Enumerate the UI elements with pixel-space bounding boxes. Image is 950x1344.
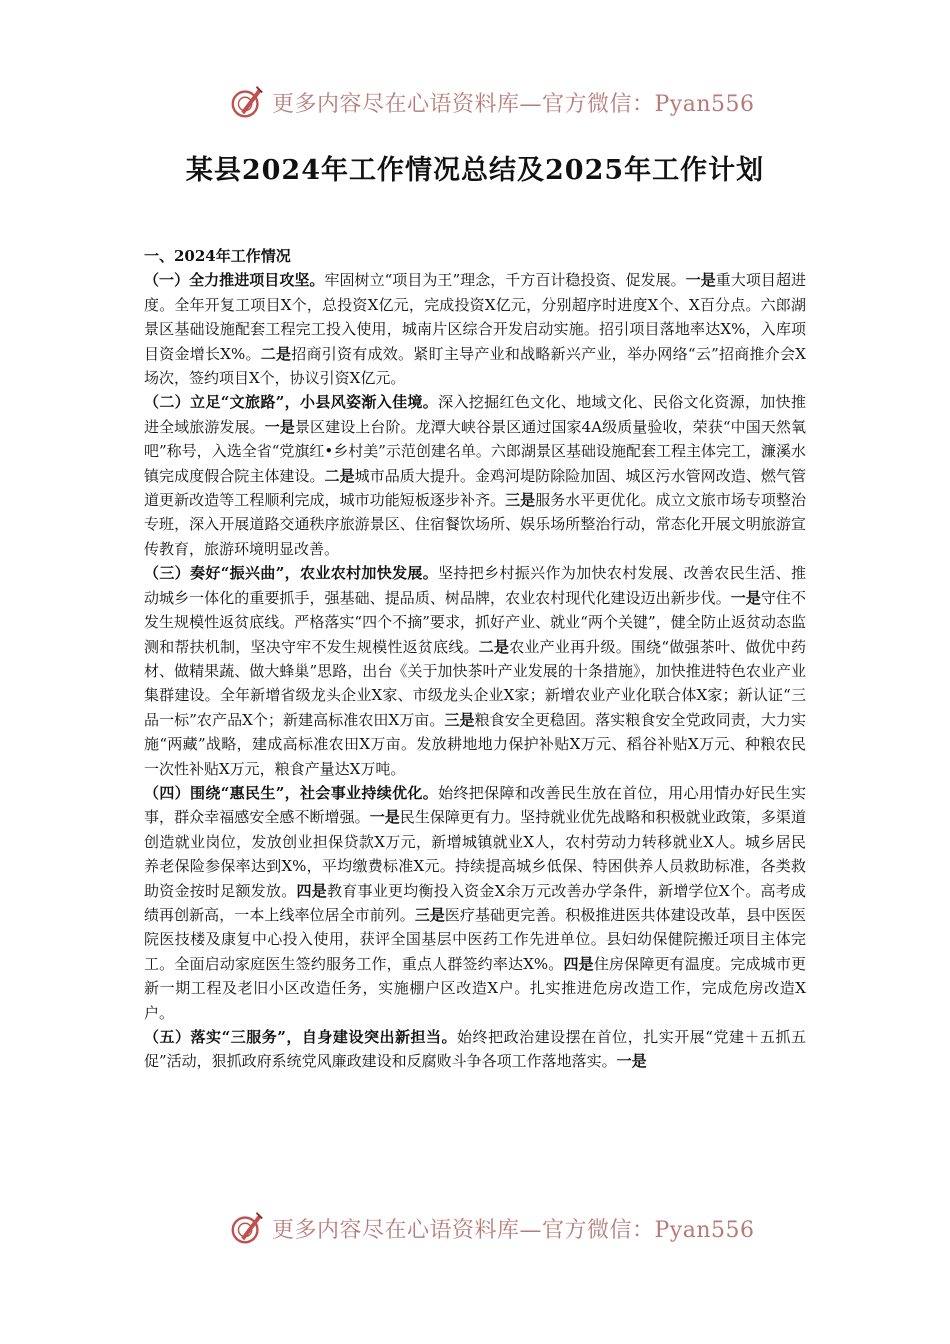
paragraph-text: 招商引资有成效。紧盯主导产业和战略新兴产业，举办网络“云”招商推介会X场次，签约项目X个，协议引资X亿元。 [144,344,806,388]
paragraph-2 [144,390,806,561]
footer-watermark-banner [228,1208,755,1248]
paragraph-lead: （五）落实“三服务”，自身建设突出新担当。 [144,1028,458,1046]
section-heading: 一、2024年工作情况 [144,247,291,265]
paragraph-5 [144,1025,806,1074]
paragraph-1 [144,268,806,390]
point-marker: 二是 [260,344,292,363]
paragraph-text: 农业产业再升级。围绕“做强茶叶、做优中药材、做精果蔬、做大蜂巢”思路，出台《关于加快茶叶产业发展的十条措施》，加快推进特色农业产业集群建设。全年新增省级龙头企业X家、市级龙头企业X家；新增农业产业化联合体X家；新认证“三品一标”农产品X个；新建高标准农田X万亩。 [144,637,806,729]
pen-logo-icon [228,83,266,121]
paragraph-text: 住房保障更有温度。完成城市更新一期工程及老旧小区改造任务，实施棚户区改造X户。扎实推进危房改造工作，完成危房改造X户。 [144,954,806,1022]
paragraph-text: 深入挖掘红色文化、地域文化、民俗文化资源，加快推进全域旅游发展。 [144,393,806,436]
paragraph-text: 粮食安全更稳固。落实粮食安全党政同责，大力实施“两藏”战略，建成高标准农田X万亩。发放耕地地力保护补贴X万元、稻谷补贴X万元、种粮农民一次性补贴X万元，粮食产量达X万吨。 [144,710,806,778]
paragraph-text: 民生保障更有力。坚持就业优先战略和积极就业政策，多渠道创造就业岗位，发放创业担保贷款X万元，新增城镇就业X人，农村劳动力转移就业X人。城乡居民养老保险参保率达到X%，平均缴费标准X元。持续提高城乡低保、特困供养人员救助标准，各类救助资金按时足额发放。 [144,808,806,900]
point-marker: 一是 [616,1052,647,1071]
paragraph-text: 牢固树立“项目为王”理念，千方百计稳投资、促发展。 [324,271,686,290]
paragraph-text: 服务水平更优化。成立文旅市场专项整治专班，深入开展道路交通秩序旅游景区、住宿餐饮场所、娱乐场所整治行动，常态化开展文明旅游宣传教育，旅游环境明显改善。 [144,491,806,558]
paragraph-lead: （二）立足“文旅路”，小县风姿渐入佳境。 [144,393,439,412]
paragraph-text: 始终把保障和改善民生放在首位，用心用情办好民生实事，群众幸福感安全感不断增强。 [144,783,806,827]
point-marker: 三是 [414,905,445,924]
paragraph-4 [144,781,806,1025]
paragraph-lead: （四）围绕“惠民生”，社会事业持续优化。 [144,783,439,802]
paragraph-text: 坚持把乡村振兴作为加快农村发展、改善农民生活、推动城乡一体化的重要抓手，强基础、提品质、树品牌，农业农村现代化建设迈出新步伐。 [144,564,806,607]
point-marker: 四是 [563,954,594,973]
banner-text: 更多内容尽在心语资料库—官方微信：Pyan556 [272,1217,755,1243]
banner-text: 更多内容尽在心语资料库—官方微信：Pyan556 [272,91,755,117]
paragraph-lead: （三）奏好“振兴曲”，农业农村加快发展。 [144,564,439,583]
point-marker: 四是 [296,881,327,900]
pen-logo-icon [228,1209,266,1247]
paragraph-text: 重大项目超进度。全年开复工项目X个，总投资X亿元，完成投资X亿元，分别超序时进度X个、X百分点。六郎湖景区基础设施配套工程完工投入使用，城南片区综合开发启动实施。招引项目落地率达X%，入库项目资金增长X%。 [144,271,806,363]
point-marker: 一是 [369,808,400,827]
point-marker: 二是 [478,637,510,656]
document-title: 某县2024年工作情况总结及2025年工作计划 [185,155,765,186]
paragraph-text: 城市品质大提升。金鸡河堤防除险加固、城区污水管网改造、燃气管道更新改造等工程顺利完成，城市功能短板逐步补齐。 [144,466,806,510]
paragraph-text: 景区建设上台阶。龙潭大峡谷景区通过国家4A级质量验收，荣获“中国天然氧吧”称号，入选全省“党旗红•乡村美”示范创建名单。六郎湖景区基础设施配套工程主体完工，濂溪水镇完成度假合院主体建设。 [144,417,806,485]
document-body [144,244,806,1074]
paragraph-text: 医疗基础更完善。积极推进医共体建设改革，县中医医院医技楼及康复中心投入使用，获评全国基层中医药工作先进单位。县妇幼保健院搬迁项目主体完工。全面启动家庭医生签约服务工作，重点人群签约率达X%。 [144,905,806,973]
point-marker: 三是 [505,491,536,510]
point-marker: 一是 [730,588,761,607]
point-marker: 一是 [685,271,716,290]
paragraph-text: 始终把政治建设摆在首位，扎实开展“党建＋五抓五促”活动，狠抓政府系统党风廉政建设和反腐败斗争各项工作落地落实。 [144,1028,807,1071]
paragraph-3 [144,561,806,781]
paragraph-text: 教育事业更均衡投入资金X余万元改善办学条件，新增学位X个。高考成绩再创新高，一本上线率位居全市前列。 [144,881,806,924]
point-marker: 二是 [324,466,355,485]
header-watermark-banner [228,82,755,122]
point-marker: 一是 [264,417,295,436]
point-marker: 三是 [444,710,475,729]
paragraph-lead: （一）全力推进项目攻坚。 [144,271,325,290]
paragraph-text: 守住不发生规模性返贫底线。严格落实“四个不摘”要求，抓好产业、就业“两个关键”，健全防止返贫动态监测和帮扶机制，坚决守牢不发生规模性返贫底线。 [144,588,806,656]
